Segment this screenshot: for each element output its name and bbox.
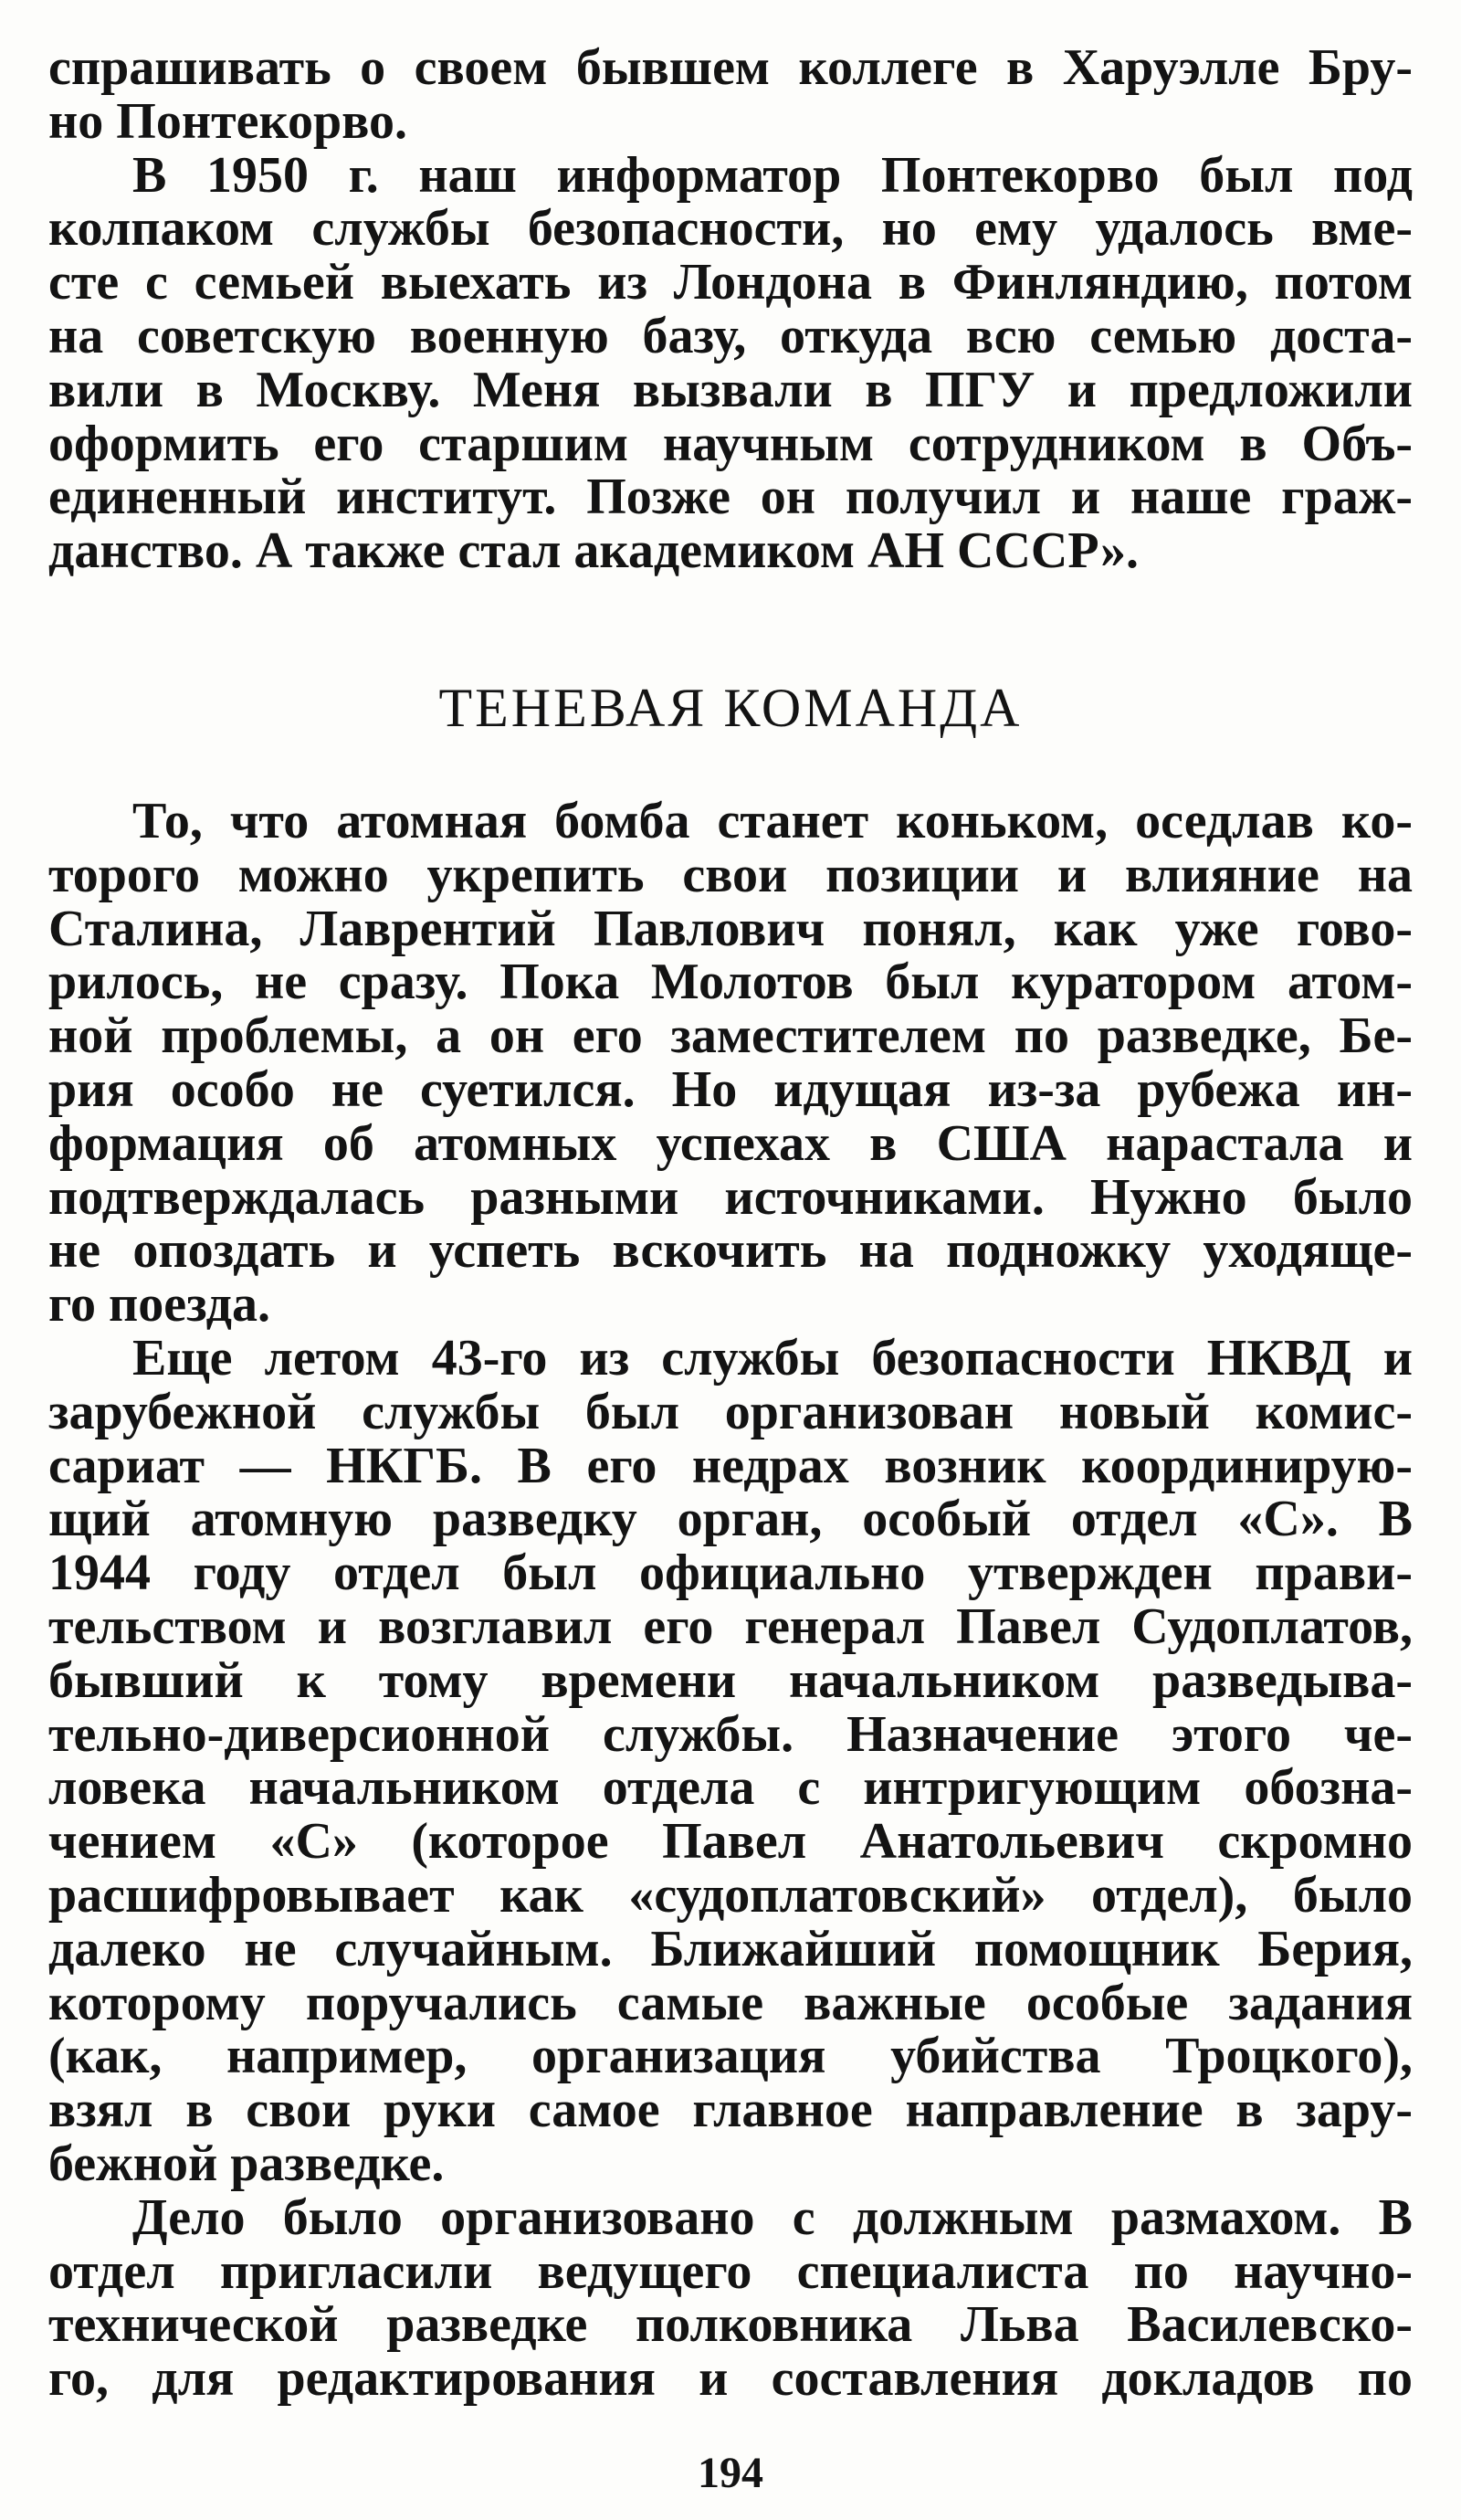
text-line: 1944 году отдел был официально утвержден прави- bbox=[48, 1545, 1413, 1602]
text-line: которому поручались самые важные особые задания bbox=[48, 1974, 1413, 2031]
text-line: на советскую военную базу, откуда всю семью доста- bbox=[48, 307, 1413, 364]
text-line: То, что атомная бомба станет коньком, оседлав ко- bbox=[132, 793, 1413, 849]
text-line: тельно-диверсионной службы. Назначение этого че- bbox=[48, 1705, 1413, 1763]
text-line: взял в свои руки самое главное направление в зару- bbox=[48, 2082, 1413, 2139]
text-line: данство. А также стал академиком АН СССР». bbox=[48, 522, 1139, 580]
text-line: торого можно укрепить свои позиции и влияние на bbox=[48, 846, 1413, 903]
text-line: В 1950 г. наш информатор Понтекорво был под bbox=[132, 146, 1413, 204]
text-line: го поезда. bbox=[48, 1276, 270, 1334]
paragraph bbox=[48, 795, 1413, 1332]
text-line: формация об атомных успехах в США нарастала и bbox=[48, 1114, 1413, 1172]
text-line: ной проблемы, а он его заместителем по разведке, Бе- bbox=[48, 1007, 1413, 1065]
text-line: вили в Москву. Меня вызвали в ПГУ и предложили bbox=[48, 361, 1413, 418]
text-line: (как, например, организация убийства Троцкого), bbox=[48, 2028, 1413, 2085]
paragraph bbox=[48, 146, 1413, 580]
text-line: Сталина, Лаврентий Павлович понял, как уже гово- bbox=[48, 900, 1413, 957]
text-line: Дело было организовано с должным размахом. В bbox=[132, 2188, 1413, 2246]
section-heading: ТЕНЕВАЯ КОМАНДА bbox=[438, 678, 1023, 738]
text-line: не опоздать и успеть вскочить на подножку уходяще- bbox=[48, 1222, 1413, 1280]
text-line: единенный институт. Позже он получил и наше граж- bbox=[48, 469, 1413, 526]
text-line: но Понтекорво. bbox=[48, 92, 407, 150]
text-line: бежной разведке. bbox=[48, 2135, 445, 2192]
text-line: рия особо не суетился. Но идущая из-за рубежа ин- bbox=[48, 1060, 1413, 1118]
text-line: зарубежной службы был организован новый комис- bbox=[48, 1383, 1413, 1440]
text-line: далеко не случайным. Ближайший помощник Берия, bbox=[48, 1920, 1413, 1977]
text-line: щий атомную разведку орган, особый отдел «С». В bbox=[48, 1491, 1413, 1548]
text-line: рилось, не сразу. Пока Молотов был куратором атом- bbox=[48, 954, 1413, 1011]
text-line: колпаком службы безопасности, но ему удалось вме- bbox=[48, 200, 1413, 258]
text-line: технической разведке полковника Льва Василевско- bbox=[48, 2296, 1413, 2354]
paragraph bbox=[48, 1329, 1413, 2192]
text-line: Еще летом 43-го из службы безопасности НКВД и bbox=[132, 1329, 1413, 1387]
text-line: ловека начальником отдела с интригующим обозна- bbox=[48, 1759, 1413, 1817]
text-line: чением «С» (которое Павел Анатольевич скромно bbox=[48, 1813, 1413, 1871]
text-line: го, для редактирования и составления докладов по bbox=[48, 2350, 1413, 2408]
text-line: подтверждалась разными источниками. Нужно было bbox=[48, 1168, 1413, 1226]
paragraph bbox=[48, 41, 1413, 149]
text-line: расшифровывает как «судоплатовский» отдел), было bbox=[48, 1866, 1413, 1924]
text-line: отдел пригласили ведущего специалиста по научно- bbox=[48, 2242, 1413, 2300]
page-number: 194 bbox=[698, 2449, 763, 2497]
paragraph bbox=[48, 2188, 1413, 2408]
text-line: тельством и возглавил его генерал Павел Судоплатов, bbox=[48, 1597, 1413, 1655]
text-line: сариат — НКГБ. В его недрах возник координирую- bbox=[48, 1437, 1413, 1494]
text-line: оформить его старшим научным сотрудником в Объ- bbox=[48, 415, 1413, 472]
text-block-top bbox=[48, 41, 1413, 578]
text-line: сте с семьей выехать из Лондона в Финляндию, потом bbox=[48, 254, 1413, 311]
text-line: спрашивать о своем бывшем коллеге в Харуэлле Бру- bbox=[48, 39, 1413, 96]
text-line: бывший к тому времени начальником разведыва- bbox=[48, 1651, 1413, 1709]
text-block-section bbox=[48, 795, 1413, 2406]
